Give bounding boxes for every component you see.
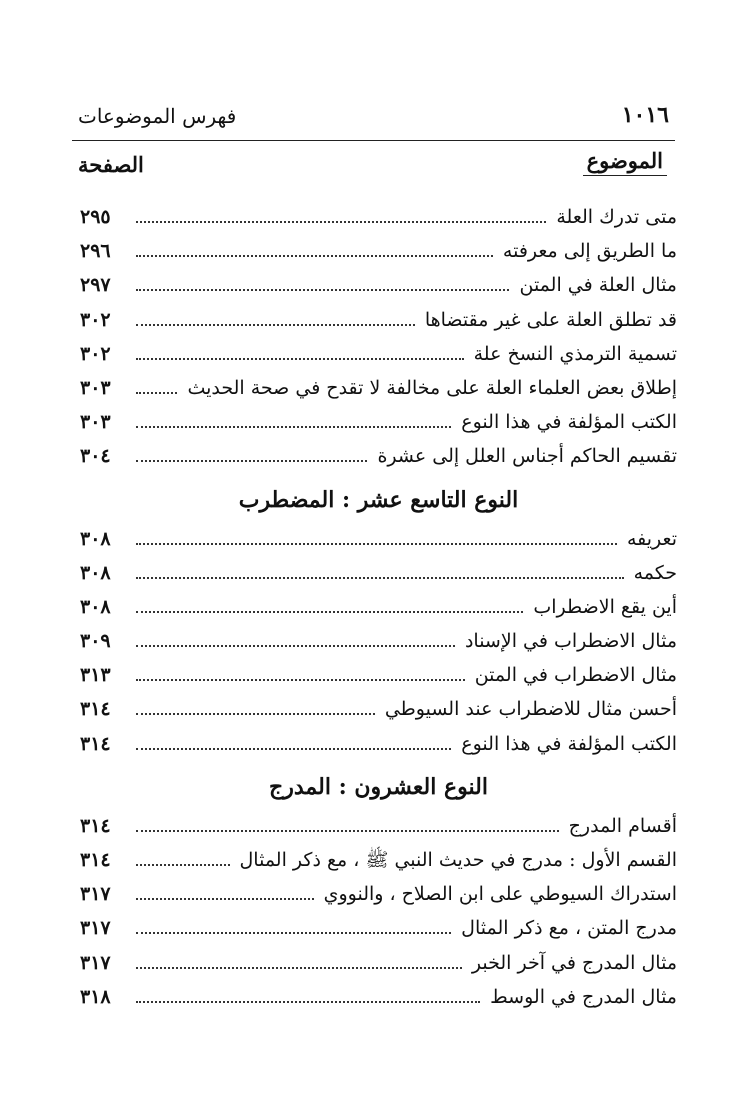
entry-page: ٣١٧ [80,951,111,974]
entry-title: أحسن مثال للاضطراب عند السيوطي [384,698,677,721]
entry-page: ٣٠٨ [80,527,111,550]
dot-leader [136,425,451,428]
section-heading: النوع العشرون : المدرج [269,773,488,800]
dot-leader [136,288,509,291]
toc-entry [80,692,677,726]
entry-page: ٣٠٤ [80,445,111,468]
toc-entry [80,727,677,761]
toc-entry [80,303,677,337]
dot-leader [136,610,523,613]
toc-entry [80,658,677,692]
entry-page: ٣١٧ [80,883,111,906]
entry-page: ٢٩٥ [80,206,111,228]
dot-leader [136,747,451,750]
entry-title: تعريفه [626,527,677,550]
entry-title: مدرج المتن ، مع ذكر المثال [461,917,677,940]
dot-leader [136,459,367,462]
entry-page: ٣١٨ [80,985,111,1008]
entry-title: مثال الاضطراب في الإسناد [464,630,677,653]
toc-entry [80,200,677,234]
page-number: ١٠١٦ [621,102,669,128]
toc-entry [80,980,677,1014]
dot-leader [136,323,415,326]
running-title: فهرس الموضوعات [78,104,237,128]
toc-entry [80,439,677,473]
dot-leader [136,357,464,360]
entry-title: قد تطلق العلة على غير مقتضاها [424,308,677,331]
table-of-contents [80,200,677,1014]
dot-leader [136,966,462,969]
toc-entry [80,809,677,843]
entry-page: ٣٠٣ [80,376,111,399]
entry-page: ٣١٣ [80,664,111,687]
toc-entry [80,371,677,405]
dot-leader [136,644,455,647]
entry-title: تسمية الترمذي النسخ علة [473,342,677,365]
entry-title: متى تدرك العلة [556,206,677,228]
dot-leader [136,391,177,394]
subject-column-heading: الموضوع [583,148,667,176]
dot-leader [136,254,493,257]
entry-page: ٣٠٨ [80,595,111,618]
toc-entry [80,843,677,877]
entry-page: ٣٠٣ [80,411,111,434]
toc-entry [80,522,677,556]
entry-page: ٣١٤ [80,732,111,755]
entry-title: حكمه [633,561,677,584]
entry-title: استدراك السيوطي على ابن الصلاح ، والنووي [323,883,677,906]
dot-leader [136,542,617,545]
toc-entry [80,590,677,624]
entry-title: أقسام المدرج [568,814,677,837]
entry-title: مثال الاضطراب في المتن [474,664,677,687]
toc-entry [80,556,677,590]
dot-leader [136,863,230,866]
toc-entry [80,877,677,911]
dot-leader [136,897,314,900]
dot-leader [136,576,624,579]
dot-leader [136,1000,480,1003]
entry-title: مثال المدرج في آخر الخبر [471,951,677,974]
entry-page: ٣١٤ [80,849,111,871]
entry-page: ٣٠٨ [80,561,111,584]
entry-page: ٣٠٢ [80,342,111,365]
entry-page: ٢٩٦ [80,240,111,263]
entry-page: ٣٠٩ [80,630,111,653]
dot-leader [136,220,546,223]
entry-title: ما الطريق إلى معرفته [502,240,677,263]
entry-title: الكتب المؤلفة في هذا النوع [461,411,677,434]
section-heading: النوع التاسع عشر : المضطرب [238,486,519,513]
entry-title: تقسيم الحاكم أجناس العلل إلى عشرة [377,445,677,468]
dot-leader [136,829,559,832]
entry-title: أين يقع الاضطراب [533,595,677,618]
entry-page: ٣١٧ [80,917,111,940]
toc-entry [80,405,677,439]
page-column-heading: الصفحة [78,152,144,177]
entry-title: مثال العلة في المتن [519,274,677,297]
toc-entry [80,911,677,945]
entry-title: الكتب المؤلفة في هذا النوع [461,732,677,755]
running-header [72,100,675,141]
column-headings [72,148,667,184]
toc-entry [80,337,677,371]
dot-leader [136,678,465,681]
toc-entry [80,946,677,980]
entry-page: ٣١٤ [80,698,111,721]
entry-page: ٣١٤ [80,814,111,837]
entry-title: القسم الأول : مدرج في حديث النبي ﷺ ، مع ذكر المثال [239,849,677,871]
entry-title: إطلاق بعض العلماء العلة على مخالفة لا تقدح في صحة الحديث [187,376,677,399]
dot-leader [136,712,375,715]
toc-entry [80,624,677,658]
entry-title: مثال المدرج في الوسط [490,985,677,1008]
entry-page: ٢٩٧ [80,274,111,297]
toc-entry [80,268,677,302]
toc-entry [80,234,677,268]
entry-page: ٣٠٢ [80,308,111,331]
dot-leader [136,931,451,934]
